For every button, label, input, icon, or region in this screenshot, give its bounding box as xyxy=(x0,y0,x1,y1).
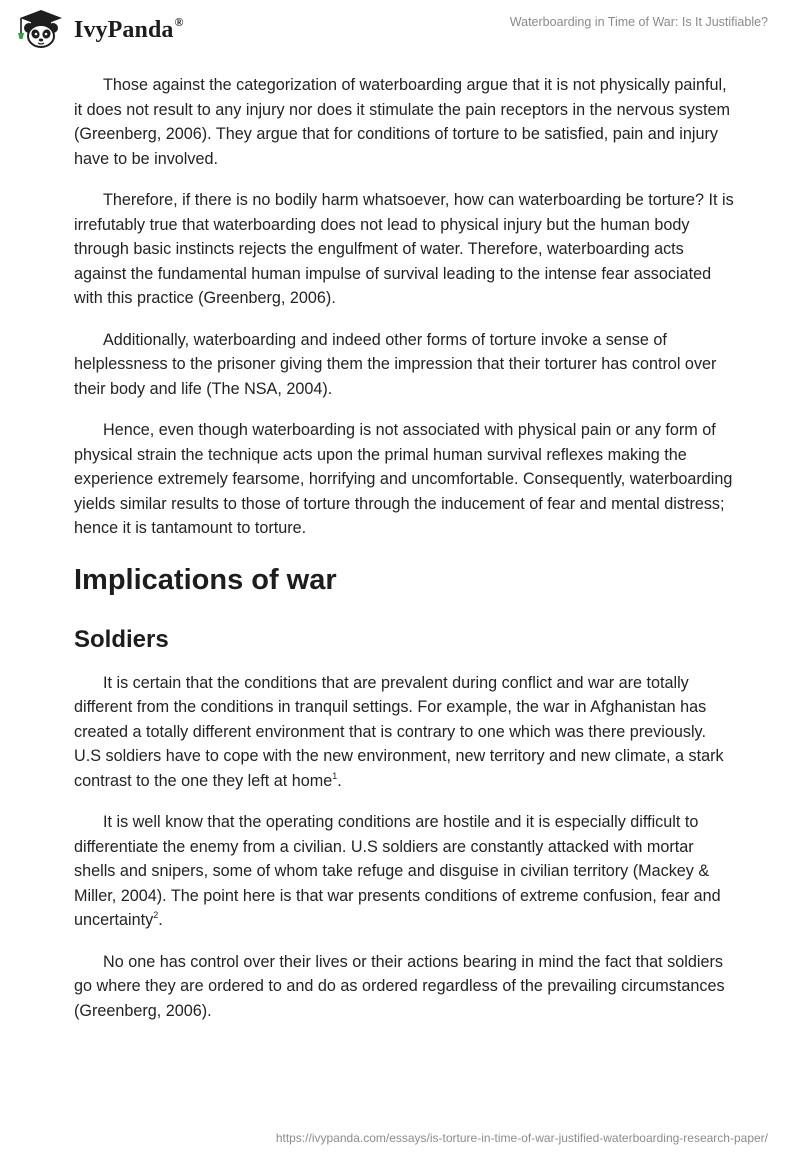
paragraph: It is certain that the conditions that are prevalent during conflict and war are totally different from the conditions in tranquil settings. For example, the war in Afghanistan has created a totally different environment that is contrary to one which was there previously. U.S soldiers have to cope with the new environment, new territory and new climate, a stark contrast to the one they left at home$^1$. xyxy=(74,673,724,790)
paragraph: It is well know that the operating conditions are hostile and it is especially difficult to differentiate the enemy from a civilian. U.S soldiers are constantly attacked with mortar shells and snipers, some of whom take refuge and disguise in civilian territory (Mackey & Miller, 2004). The point here is that war presents conditions of extreme confusion, fear and uncertainty$^2$. xyxy=(74,813,721,929)
panda-graduate-icon xyxy=(15,9,67,49)
essay-body xyxy=(74,73,734,1040)
paragraph: Therefore, if there is no bodily harm whatsoever, how can waterboarding be torture? It is irrefutably true that waterboarding does not lead to physical injury but the human body through basic instincts rejects the engulfment of water. Therefore, waterboarding acts against the fundamental human impulse of survival leading to the intense fear associated with this practice (Greenberg, 2006). xyxy=(74,191,734,307)
paragraph: Additionally, waterboarding and indeed other forms of torture invoke a sense of helplessness to the prisoner giving them the impression that their torturer has control over their body and life (The NSA, 2004). xyxy=(74,330,717,398)
section-heading: Implications of war xyxy=(74,563,337,596)
footnote-ref[interactable]: 2 xyxy=(153,910,159,920)
document-title: Waterboarding in Time of War: Is It Justifiable? xyxy=(509,15,768,29)
paragraph: Those against the categorization of waterboarding argue that it is not physically painful, it does not result to any injury nor does it stimulate the pain receptors in the nervous system (Greenberg, 2006). They argue that for conditions of torture to be satisfied, pain and injury have to be involved. xyxy=(74,76,730,168)
page-header xyxy=(0,0,800,60)
footnote-ref[interactable]: 1 xyxy=(332,770,338,781)
footer-url[interactable]: https://ivypanda.com/essays/is-torture-in-time-of-war-justified-waterboarding-research-paper/ xyxy=(275,1131,768,1145)
brand-name: IvyPanda® xyxy=(74,14,184,43)
paragraph: Hence, even though waterboarding is not associated with physical pain or any form of physical strain the technique acts upon the primal human survival reflexes making the experience extremely fearsome, horrifying and uncomfortable. Consequently, waterboarding yields similar results to those of torture through the inducement of fear and mental distress; hence it is tantamount to torture. xyxy=(74,421,733,537)
paragraph: No one has control over their lives or their actions bearing in mind the fact that soldiers go where they are ordered to and do as ordered regardless of the prevailing circumstances (Greenberg, 2006). xyxy=(74,952,725,1020)
subsection-heading: Soldiers xyxy=(74,625,169,653)
ivypanda-logo[interactable] xyxy=(15,9,184,49)
